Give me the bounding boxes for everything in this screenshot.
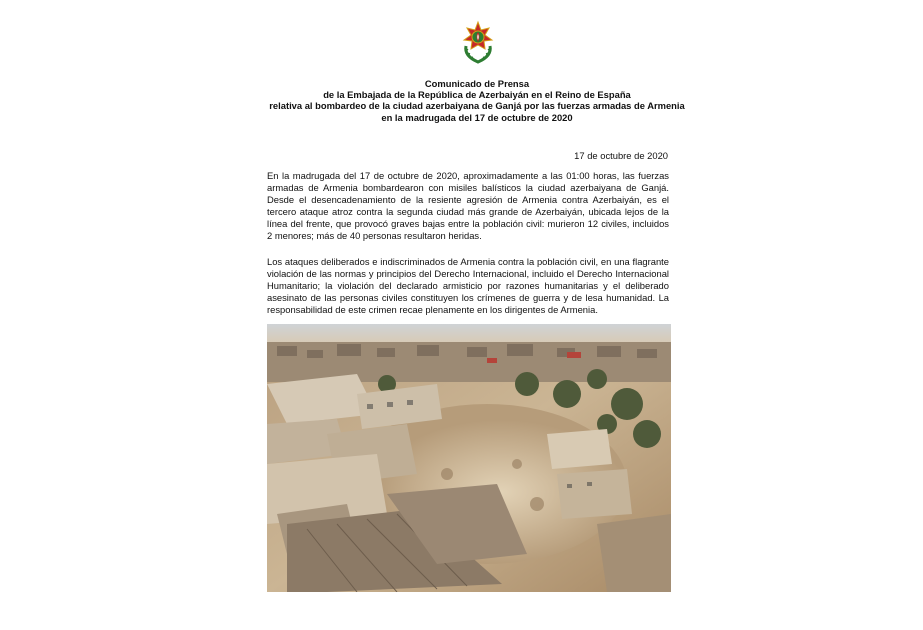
press-release-header <box>250 78 704 123</box>
paragraph-2: Los ataques deliberados e indiscriminados de Armenia contra la población civil, en una flagrante violación de las normas y principios del Derecho Internacional, incluido el Derecho Internacional Humanitario; la violación del declarado armisticio por razones humanitarias y el deliberado asesinato de las personas civiles constituyen los crímenes de guerra y de lesa humanidad. La responsabilidad de este crimen recae plenamente en los dirigentes de Armenia. <box>267 256 669 315</box>
header-line-subject: relativa al bombardeo de la ciudad azerbaiyana de Ganjá por las fuerzas armadas de Armenia <box>269 100 685 112</box>
azerbaijan-emblem-icon <box>458 20 498 64</box>
header-title: Comunicado de Prensa <box>424 78 530 89</box>
aerial-destruction-photo <box>267 324 671 592</box>
header-line-embassy: de la Embajada de la República de Azerbaiyán en el Reino de España <box>323 89 631 101</box>
document-date: 17 de octubre de 2020 <box>574 150 668 161</box>
paragraph-1: En la madrugada del 17 de octubre de 2020, aproximadamente a las 01:00 horas, las fuerzas armadas de Armenia bombardearon con misiles balísticos la ciudad azerbaiyana de Ganjá. Desde el desencadenamiento de la resiente agresión de Armenia contra Azerbaiyán, es el tercero ataque atroz contra la segunda ciudad más grande de Azerbaiyán, ubicada lejos de la línea del frente, que provocó graves bajas entre la población civil: murieron 12 civiles, incluidos 2 menores; más de 40 personas resultaron heridas. <box>267 170 669 241</box>
header-line-date: en la madrugada del 17 de octubre de 2020 <box>381 111 573 123</box>
